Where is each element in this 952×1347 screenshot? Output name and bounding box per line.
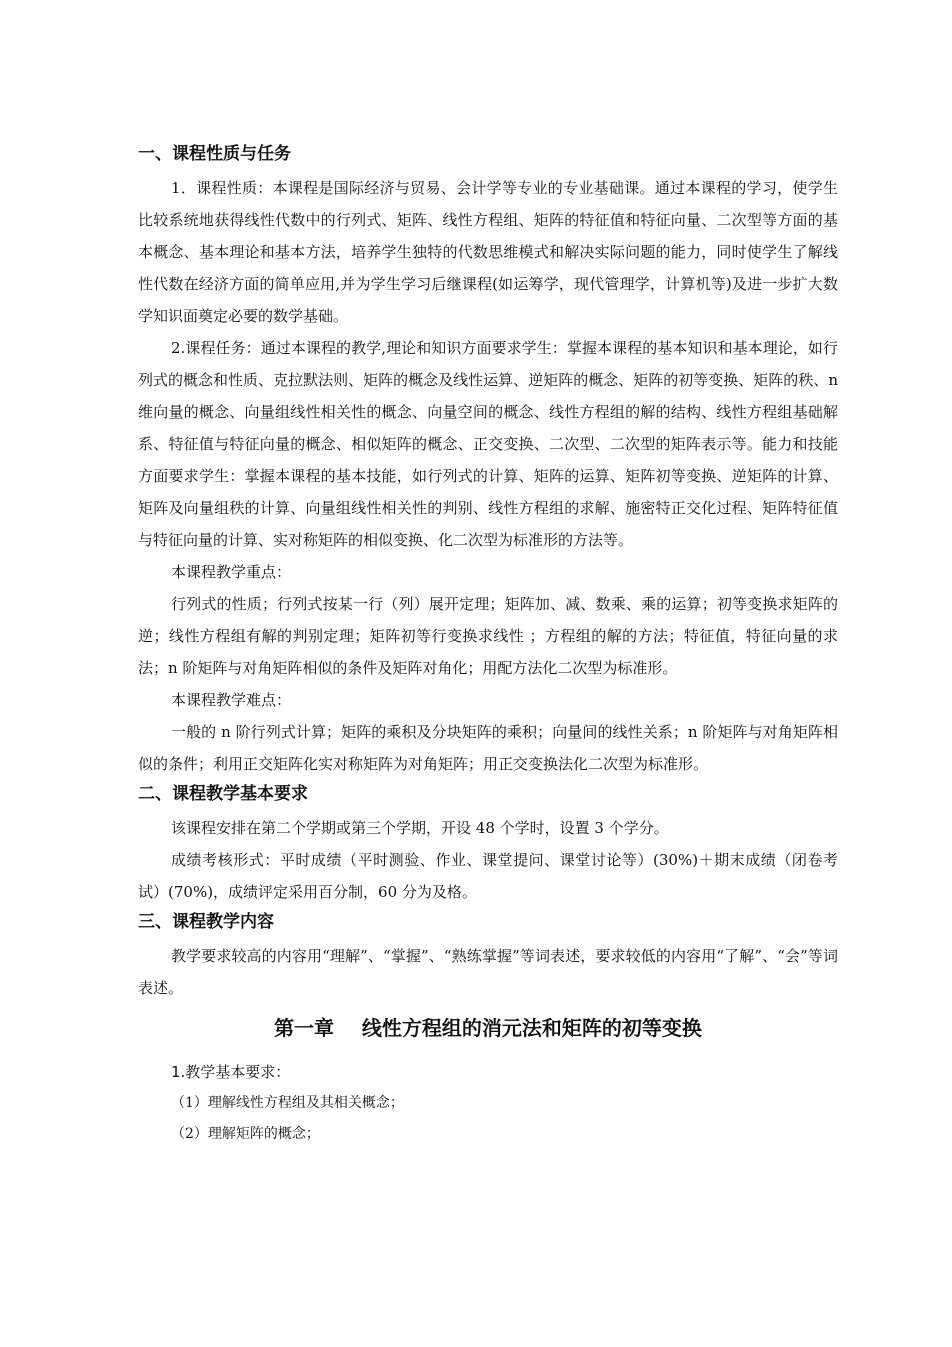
section1-heading: 一、课程性质与任务 <box>138 144 291 164</box>
schedule-paragraph: 该课程安排在第二个学期或第三个学期，开设 48 个学时，设置 3 个学分。 <box>171 819 669 837</box>
difficult-points-text: 一般的 n 阶行列式计算；矩阵的乘积及分块矩阵的乘积；向量间的线性关系；n 阶矩阵与对角矩阵相似的条件；利用正交矩阵化实对称矩阵为对角矩阵；用正交变换法化二次型为标准形。 <box>138 723 838 773</box>
content-intro-paragraph: 教学要求较高的内容用“理解”、“掌握”、“熟练掌握”等词表述，要求较低的内容用“了解”、“会”等词表述。 <box>138 947 838 997</box>
section2-heading: 二、课程教学基本要求 <box>138 784 308 804</box>
key-points-text: 行列式的性质；行列式按某一行（列）展开定理；矩阵加、减、数乘、乘的运算；初等变换求矩阵的逆；线性方程组有解的判别定理；矩阵初等行变换求线性 ；方程组的解的方法；特征值，特征向量的求法；n 阶矩阵与对角矩阵相似的条件及矩阵对角化；用配方法化二次型为标准形。 <box>138 595 838 677</box>
teaching-requirements-heading: 1.教学基本要求： <box>171 1063 291 1081</box>
key-points-label: 本课程教学重点： <box>171 563 292 581</box>
difficult-points-label: 本课程教学难点： <box>171 691 292 709</box>
chapter-title: 第一章 线性方程组的消元法和矩阵的初等变换 <box>274 1016 702 1040</box>
section3-heading: 三、课程教学内容 <box>138 912 274 932</box>
course-task-paragraph: 2.课程任务：通过本课程的教学,理论和知识方面要求学生：掌握本课程的基本知识和基本理论，如行列式的概念和性质、克拉默法则、矩阵的概念及线性运算、逆矩阵的概念、矩阵的初等变换、矩阵的秩、n 维向量的概念、向量组线性相关性的概念、向量空间的概念、线性方程组的解的结构、线性方程组基础解系、特征值与特征向量的概念、相似矩阵的概念、正交变换、二次型、二次型的矩阵表示等。能力和技能方面要求学生：掌握本课程的基本技能，如行列式的计算、矩阵的运算、矩阵初等变换、逆矩阵的计算、矩阵及向量组秩的计算、向量组线性相关性的判别、线性方程组的求解、施密特正交化过程、矩阵特征值与特征向量的计算、实对称矩阵的相似变换、化二次型为标准形的方法等。 <box>138 339 838 549</box>
course-nature-paragraph: 1．课程性质：本课程是国际经济与贸易、会计学等专业的专业基础课。通过本课程的学习，使学生比较系统地获得线性代数中的行列式、矩阵、线性方程组、矩阵的特征值和特征向量、二次型等方面的基本概念、基本理论和基本方法，培养学生独特的代数思维模式和解决实际问题的能力，同时使学生了解线性代数在经济方面的简单应用,并为学生学习后继课程(如运筹学，现代管理学，计算机等)及进一步扩大数学知识面奠定必要的数学基础。 <box>138 179 838 325</box>
document-page <box>138 140 838 1150</box>
requirement-item: （2）理解矩阵的概念； <box>171 1126 320 1142</box>
grading-paragraph: 成绩考核形式：平时成绩（平时测验、作业、课堂提问、课堂讨论等）(30%)＋期末成绩（闭卷考试）(70%)，成绩评定采用百分制，60 分为及格。 <box>138 851 838 901</box>
requirement-item: （1）理解线性方程组及其相关概念； <box>171 1095 404 1111</box>
